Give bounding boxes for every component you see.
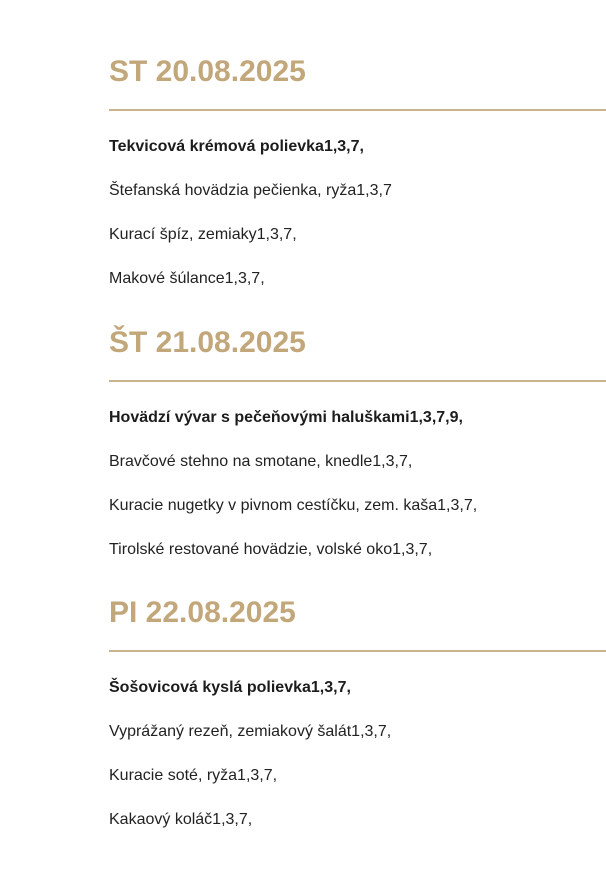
dish-item: Kurací špíz, zemiaky1,3,7, [109, 226, 297, 243]
dish-item: Kakaový koláč1,3,7, [109, 811, 253, 828]
day-section [109, 287, 606, 558]
day-section [109, 558, 606, 828]
day-divider [109, 650, 606, 652]
day-divider [109, 380, 606, 382]
soup-item: Tekvicová krémová polievka1,3,7, [109, 138, 364, 155]
day-title: PI 22.08.2025 [109, 596, 296, 629]
daily-menu [109, 0, 606, 828]
soup-item: Hovädzí vývar s pečeňovými haluškami1,3,7,9, [109, 409, 463, 426]
dish-item: Kuracie nugetky v pivnom cestíčku, zem. kaša1,3,7, [109, 497, 478, 514]
day-title: ŠT 21.08.2025 [109, 326, 306, 359]
soup-item: Šošovicová kyslá polievka1,3,7, [109, 679, 351, 696]
day-section [109, 0, 606, 287]
dish-item: Tirolské restované hovädzie, volské oko1,3,7, [109, 541, 433, 558]
day-divider [109, 109, 606, 111]
dish-item: Kuracie soté, ryža1,3,7, [109, 767, 278, 784]
dish-item: Bravčové stehno na smotane, knedle1,3,7, [109, 453, 413, 470]
day-title: ST 20.08.2025 [109, 55, 306, 88]
dish-item: Štefanská hovädzia pečienka, ryža1,3,7 [109, 182, 392, 199]
dish-item: Vyprážaný rezeň, zemiakový šalát1,3,7, [109, 723, 392, 740]
dish-item: Makové šúlance1,3,7, [109, 270, 265, 287]
